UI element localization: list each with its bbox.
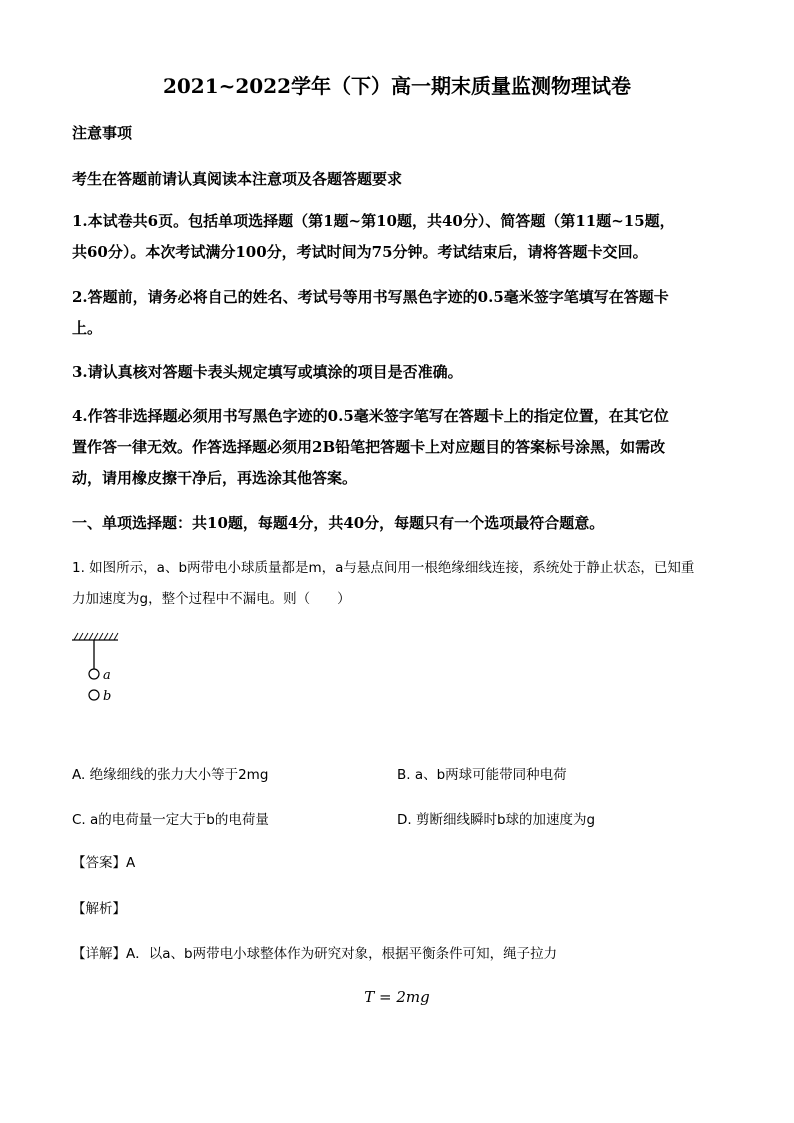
question-1-line1: 1. 如图所示，a、b两带电小球质量都是m，a与悬点间用一根绝缘细线连接，系统处于静止状态，已知重: [72, 560, 695, 576]
section-heading: 一、单项选择题：共10题，每题4分，共40分，每题只有一个选项最符合题意。: [72, 514, 605, 532]
pendulum-figure: [68, 628, 148, 708]
notice-item-4: [72, 401, 669, 494]
answer-tag: 【答案】A: [72, 855, 136, 871]
notice-item-2: [72, 282, 669, 344]
notice-item-4-line2: 置作答一律无效。作答选择题必须用2B铅笔把答题卡上对应题目的答案标号涂黑，如需改: [72, 438, 666, 456]
detail-text: 【详解】A．以a、b两带电小球整体作为研究对象，根据平衡条件可知，绳子拉力: [72, 946, 558, 962]
notice-heading: 注意事项: [72, 124, 133, 142]
ceiling-hatch: [74, 633, 118, 640]
notice-item-2-line1: 2.答题前，请务必将自己的姓名、考试号等用书写黑色字迹的0.5毫米签字笔填写在答题卡: [72, 288, 669, 306]
option-c: C. a的电荷量一定大于b的电荷量: [72, 812, 269, 828]
exam-title: 2021~2022学年（下）高一期末质量监测物理试卷: [162, 74, 632, 98]
option-a: A. 绝缘细线的张力大小等于2mg: [72, 767, 269, 783]
notice-intro: 考生在答题前请认真阅读本注意项及各题答题要求: [72, 170, 403, 188]
notice-item-3: [72, 357, 463, 388]
notice-item-3-line1: 3.请认真核对答题卡表头规定填写或填涂的项目是否准确。: [72, 363, 463, 381]
notice-item-4-line1: 4.作答非选择题必须用书写黑色字迹的0.5毫米签字笔写在答题卡上的指定位置，在其它位: [72, 407, 669, 425]
notice-item-1: [72, 206, 675, 268]
notice-item-2-line2: 上。: [72, 319, 103, 337]
ball-b-icon: [89, 690, 99, 700]
notice-item-1-line1: 1.本试卷共6页。包括单项选择题（第1题~第10题，共40分）、简答题（第11题~15题，: [72, 212, 675, 230]
option-d: D. 剪断细线瞬时b球的加速度为g: [397, 812, 596, 828]
ball-b-label: b: [103, 689, 112, 704]
ball-a-label: a: [103, 668, 111, 683]
notice-item-1-line2: 共60分）。本次考试满分100分，考试时间为75分钟。考试结束后，请将答题卡交回。: [72, 243, 648, 261]
question-1-line2: 力加速度为g，整个过程中不漏电。则（ ）: [72, 591, 351, 607]
notice-item-4-line3: 动，请用橡皮擦干净后，再选涂其他答案。: [72, 469, 358, 487]
question-1-stem: [72, 553, 694, 615]
analysis-tag: 【解析】: [72, 901, 126, 917]
tension-formula: T = 2mg: [364, 988, 430, 1006]
option-b: B. a、b两球可能带同种电荷: [397, 767, 567, 783]
ball-a-icon: [89, 669, 99, 679]
